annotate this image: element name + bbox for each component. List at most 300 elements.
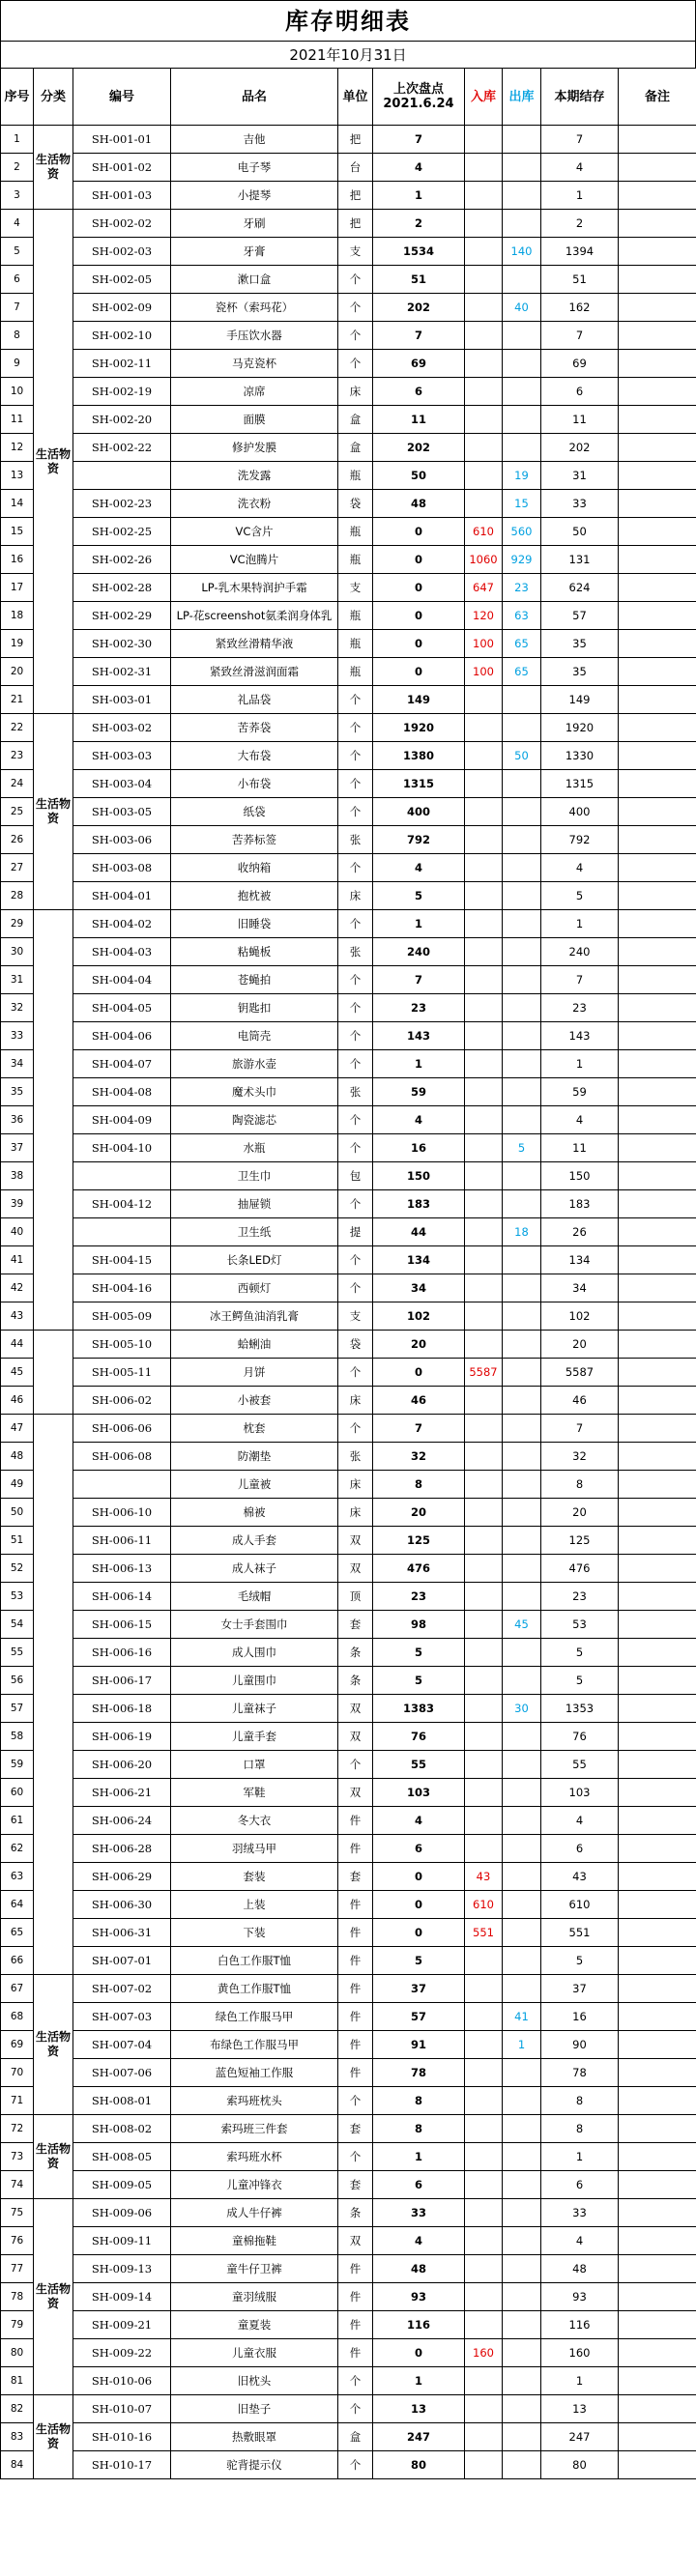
cell-name: 棉被 <box>171 1499 338 1527</box>
cell-in <box>465 1387 503 1415</box>
cell-begin: 4 <box>373 1106 465 1134</box>
table-row <box>1 2311 696 2339</box>
cell-code: SH-006-13 <box>73 1555 171 1583</box>
cell-seq: 72 <box>1 2115 34 2143</box>
cell-out <box>503 1863 541 1891</box>
cell-code: SH-006-10 <box>73 1499 171 1527</box>
cell-end: 1330 <box>541 742 619 770</box>
cell-note <box>619 1527 696 1555</box>
cell-end: 11 <box>541 406 619 434</box>
cell-seq: 6 <box>1 266 34 294</box>
cell-in <box>465 1331 503 1359</box>
cell-name: 卫生巾 <box>171 1162 338 1190</box>
cell-code: SH-005-09 <box>73 1302 171 1331</box>
cell-unit: 个 <box>338 266 373 294</box>
cell-in <box>465 1975 503 2003</box>
cell-unit: 台 <box>338 154 373 182</box>
cell-name: 羽绒马甲 <box>171 1835 338 1863</box>
cell-out: 19 <box>503 462 541 490</box>
cell-name: 布绿色工作服马甲 <box>171 2031 338 2059</box>
cell-name: 旅游水壶 <box>171 1050 338 1078</box>
cell-in: 100 <box>465 630 503 658</box>
cell-in <box>465 2143 503 2171</box>
cell-note <box>619 2143 696 2171</box>
cell-seq: 21 <box>1 686 34 714</box>
cell-out <box>503 2199 541 2227</box>
cell-unit: 件 <box>338 2003 373 2031</box>
table-row <box>1 1975 696 2003</box>
cell-end: 125 <box>541 1527 619 1555</box>
cell-name: 毛绒帽 <box>171 1583 338 1611</box>
cell-in <box>465 1555 503 1583</box>
cell-in <box>465 2451 503 2479</box>
cell-note <box>619 1611 696 1639</box>
cell-code: SH-008-01 <box>73 2087 171 2115</box>
table-row <box>1 1919 696 1947</box>
cell-name: 小被套 <box>171 1387 338 1415</box>
cell-end: 93 <box>541 2283 619 2311</box>
cell-seq: 2 <box>1 154 34 182</box>
cell-end: 551 <box>541 1919 619 1947</box>
cell-code: SH-007-04 <box>73 2031 171 2059</box>
cell-begin: 5 <box>373 882 465 910</box>
cell-out: 15 <box>503 490 541 518</box>
cell-begin: 0 <box>373 1919 465 1947</box>
cell-end: 1315 <box>541 770 619 798</box>
table-row <box>1 798 696 826</box>
cell-name: 军鞋 <box>171 1779 338 1807</box>
cell-in <box>465 1415 503 1443</box>
cell-begin: 149 <box>373 686 465 714</box>
cell-code: SH-002-03 <box>73 238 171 266</box>
cell-note <box>619 1639 696 1667</box>
cell-note <box>619 742 696 770</box>
table-row <box>1 2283 696 2311</box>
cell-out <box>503 126 541 154</box>
cell-name: 手压饮水器 <box>171 322 338 350</box>
cell-seq: 34 <box>1 1050 34 1078</box>
table-row <box>1 574 696 602</box>
cell-name: 驼背提示仪 <box>171 2451 338 2479</box>
cell-seq: 56 <box>1 1667 34 1695</box>
cell-out <box>503 1835 541 1863</box>
cell-unit: 套 <box>338 1611 373 1639</box>
cell-name: 女士手套围巾 <box>171 1611 338 1639</box>
cell-name: LP-乳木果特润护手霜 <box>171 574 338 602</box>
cell-seq: 60 <box>1 1779 34 1807</box>
cell-unit: 个 <box>338 2367 373 2395</box>
cell-unit: 床 <box>338 1471 373 1499</box>
cell-seq: 84 <box>1 2451 34 2479</box>
category-cell: 生活物资 <box>34 1975 73 2115</box>
cell-in: 610 <box>465 1891 503 1919</box>
cell-seq: 24 <box>1 770 34 798</box>
cell-name: 西顿灯 <box>171 1274 338 1302</box>
cell-note <box>619 882 696 910</box>
cell-code: SH-002-11 <box>73 350 171 378</box>
cell-end: 247 <box>541 2423 619 2451</box>
cell-code: SH-006-15 <box>73 1611 171 1639</box>
cell-end: 4 <box>541 854 619 882</box>
cell-unit: 个 <box>338 1415 373 1443</box>
cell-in <box>465 966 503 994</box>
cell-seq: 22 <box>1 714 34 742</box>
table-row <box>1 1639 696 1667</box>
table-row <box>1 1583 696 1611</box>
cell-code: SH-006-20 <box>73 1751 171 1779</box>
cell-code: SH-006-18 <box>73 1695 171 1723</box>
cell-name: 洗衣粉 <box>171 490 338 518</box>
cell-out <box>503 1667 541 1695</box>
cell-code: SH-006-06 <box>73 1415 171 1443</box>
cell-code: SH-002-22 <box>73 434 171 462</box>
cell-note <box>619 910 696 938</box>
cell-seq: 83 <box>1 2423 34 2451</box>
cell-seq: 51 <box>1 1527 34 1555</box>
cell-in <box>465 1190 503 1218</box>
table-row <box>1 882 696 910</box>
cell-begin: 5 <box>373 1639 465 1667</box>
cell-code: SH-008-02 <box>73 2115 171 2143</box>
cell-name: 水瓶 <box>171 1134 338 1162</box>
table-row <box>1 1611 696 1639</box>
cell-name: 儿童被 <box>171 1471 338 1499</box>
cell-note <box>619 1415 696 1443</box>
cell-out <box>503 1583 541 1611</box>
cell-begin: 0 <box>373 518 465 546</box>
cell-name: 紧致丝滑精华液 <box>171 630 338 658</box>
cell-seq: 58 <box>1 1723 34 1751</box>
cell-name: 童牛仔卫裤 <box>171 2255 338 2283</box>
cell-code: SH-004-10 <box>73 1134 171 1162</box>
cell-note <box>619 1359 696 1387</box>
cell-name: 黄色工作服T恤 <box>171 1975 338 2003</box>
cell-code: SH-009-22 <box>73 2339 171 2367</box>
cell-end: 5 <box>541 1667 619 1695</box>
cell-seq: 42 <box>1 1274 34 1302</box>
cell-in <box>465 2395 503 2423</box>
cell-code: SH-002-19 <box>73 378 171 406</box>
cell-note <box>619 1443 696 1471</box>
cell-begin: 0 <box>373 574 465 602</box>
cell-end: 7 <box>541 1415 619 1443</box>
cell-note <box>619 1050 696 1078</box>
cell-begin: 48 <box>373 490 465 518</box>
cell-name: 面膜 <box>171 406 338 434</box>
table-row <box>1 630 696 658</box>
cell-unit: 套 <box>338 2171 373 2199</box>
cell-note <box>619 854 696 882</box>
cell-name: 童夏装 <box>171 2311 338 2339</box>
table-row <box>1 1723 696 1751</box>
cell-code: SH-006-28 <box>73 1835 171 1863</box>
header-begin <box>373 69 465 126</box>
cell-unit: 双 <box>338 2227 373 2255</box>
cell-seq: 13 <box>1 462 34 490</box>
cell-name: 套装 <box>171 1863 338 1891</box>
cell-unit: 个 <box>338 2087 373 2115</box>
cell-out <box>503 1078 541 1106</box>
cell-seq: 1 <box>1 126 34 154</box>
cell-out <box>503 2311 541 2339</box>
cell-begin: 32 <box>373 1443 465 1471</box>
cell-end: 37 <box>541 1975 619 2003</box>
cell-name: 牙刷 <box>171 210 338 238</box>
cell-name: 漱口盒 <box>171 266 338 294</box>
cell-begin: 50 <box>373 462 465 490</box>
cell-note <box>619 938 696 966</box>
cell-note <box>619 630 696 658</box>
cell-unit: 床 <box>338 882 373 910</box>
table-row <box>1 854 696 882</box>
cell-code: SH-009-06 <box>73 2199 171 2227</box>
cell-unit: 双 <box>338 1527 373 1555</box>
cell-unit: 张 <box>338 938 373 966</box>
cell-note <box>619 434 696 462</box>
cell-unit: 支 <box>338 574 373 602</box>
cell-unit: 瓶 <box>338 518 373 546</box>
cell-seq: 61 <box>1 1807 34 1835</box>
cell-begin: 125 <box>373 1527 465 1555</box>
cell-unit: 个 <box>338 294 373 322</box>
table-row <box>1 1751 696 1779</box>
cell-code: SH-002-09 <box>73 294 171 322</box>
cell-seq: 49 <box>1 1471 34 1499</box>
cell-note <box>619 2423 696 2451</box>
cell-name: 钥匙扣 <box>171 994 338 1022</box>
cell-code: SH-004-15 <box>73 1246 171 1274</box>
header-row <box>1 69 696 126</box>
cell-name: 冰王鳄鱼油消乳膏 <box>171 1302 338 1331</box>
cell-end: 6 <box>541 1835 619 1863</box>
cell-seq: 35 <box>1 1078 34 1106</box>
cell-end: 16 <box>541 2003 619 2031</box>
cell-note <box>619 182 696 210</box>
cell-in <box>465 2087 503 2115</box>
cell-in <box>465 2283 503 2311</box>
cell-out <box>503 2283 541 2311</box>
cell-seq: 17 <box>1 574 34 602</box>
cell-in <box>465 238 503 266</box>
cell-name: 牙膏 <box>171 238 338 266</box>
cell-begin: 57 <box>373 2003 465 2031</box>
cell-end: 7 <box>541 126 619 154</box>
cell-end: 476 <box>541 1555 619 1583</box>
cell-unit: 件 <box>338 1807 373 1835</box>
cell-seq: 37 <box>1 1134 34 1162</box>
category-cell <box>34 910 73 1331</box>
cell-unit: 支 <box>338 1302 373 1331</box>
inventory-table <box>0 68 696 2479</box>
cell-seq: 55 <box>1 1639 34 1667</box>
cell-name: 苦荞标签 <box>171 826 338 854</box>
cell-name: 儿童冲锋衣 <box>171 2171 338 2199</box>
cell-code: SH-003-05 <box>73 798 171 826</box>
table-row <box>1 490 696 518</box>
cell-unit: 提 <box>338 1218 373 1246</box>
cell-out <box>503 1555 541 1583</box>
cell-in: 610 <box>465 518 503 546</box>
cell-seq: 73 <box>1 2143 34 2171</box>
cell-begin: 1383 <box>373 1695 465 1723</box>
cell-note <box>619 1387 696 1415</box>
cell-out <box>503 2451 541 2479</box>
cell-out <box>503 1190 541 1218</box>
cell-unit: 个 <box>338 714 373 742</box>
cell-code: SH-002-30 <box>73 630 171 658</box>
cell-note <box>619 1022 696 1050</box>
cell-note <box>619 2031 696 2059</box>
cell-out: 50 <box>503 742 541 770</box>
table-row <box>1 1387 696 1415</box>
cell-name: 童棉拖鞋 <box>171 2227 338 2255</box>
cell-seq: 18 <box>1 602 34 630</box>
cell-name: 旧垫子 <box>171 2395 338 2423</box>
cell-in: 120 <box>465 602 503 630</box>
cell-begin: 0 <box>373 546 465 574</box>
cell-begin: 8 <box>373 2087 465 2115</box>
cell-in <box>465 2423 503 2451</box>
cell-note <box>619 1302 696 1331</box>
cell-end: 5 <box>541 1639 619 1667</box>
cell-in <box>465 2031 503 2059</box>
cell-code: SH-010-07 <box>73 2395 171 2423</box>
cell-begin: 59 <box>373 1078 465 1106</box>
table-row <box>1 1891 696 1919</box>
cell-unit: 个 <box>338 2143 373 2171</box>
cell-name: 成人手套 <box>171 1527 338 1555</box>
cell-code: SH-003-06 <box>73 826 171 854</box>
cell-seq: 20 <box>1 658 34 686</box>
cell-note <box>619 1891 696 1919</box>
table-row <box>1 1190 696 1218</box>
cell-note <box>619 2059 696 2087</box>
cell-unit: 双 <box>338 1695 373 1723</box>
cell-begin: 7 <box>373 1415 465 1443</box>
table-row <box>1 1527 696 1555</box>
cell-seq: 65 <box>1 1919 34 1947</box>
cell-unit: 个 <box>338 994 373 1022</box>
cell-seq: 66 <box>1 1947 34 1975</box>
sheet-date: 2021年10月31日 <box>0 41 696 68</box>
cell-code: SH-004-09 <box>73 1106 171 1134</box>
cell-code: SH-006-16 <box>73 1639 171 1667</box>
cell-name: 下装 <box>171 1919 338 1947</box>
cell-end: 51 <box>541 266 619 294</box>
cell-in <box>465 1947 503 1975</box>
cell-note <box>619 1667 696 1695</box>
table-row <box>1 602 696 630</box>
cell-end: 792 <box>541 826 619 854</box>
cell-note <box>619 1106 696 1134</box>
cell-begin: 0 <box>373 602 465 630</box>
cell-unit: 瓶 <box>338 462 373 490</box>
cell-note <box>619 1162 696 1190</box>
table-row <box>1 686 696 714</box>
cell-note <box>619 294 696 322</box>
cell-unit: 床 <box>338 1499 373 1527</box>
cell-name: 抱枕被 <box>171 882 338 910</box>
cell-end: 23 <box>541 1583 619 1611</box>
table-row <box>1 1863 696 1891</box>
cell-end: 5 <box>541 882 619 910</box>
cell-begin: 134 <box>373 1246 465 1274</box>
cell-in <box>465 1443 503 1471</box>
cell-name: 索玛班枕头 <box>171 2087 338 2115</box>
cell-begin: 8 <box>373 1471 465 1499</box>
cell-code <box>73 1162 171 1190</box>
cell-out: 140 <box>503 238 541 266</box>
cell-seq: 67 <box>1 1975 34 2003</box>
cell-name: 凉席 <box>171 378 338 406</box>
cell-unit: 件 <box>338 2311 373 2339</box>
cell-name: 月饼 <box>171 1359 338 1387</box>
table-row <box>1 826 696 854</box>
cell-begin: 13 <box>373 2395 465 2423</box>
cell-in: 5587 <box>465 1359 503 1387</box>
cell-end: 20 <box>541 1331 619 1359</box>
cell-code: SH-006-30 <box>73 1891 171 1919</box>
cell-in <box>465 1078 503 1106</box>
cell-code: SH-008-05 <box>73 2143 171 2171</box>
cell-unit: 张 <box>338 1443 373 1471</box>
cell-seq: 53 <box>1 1583 34 1611</box>
cell-end: 11 <box>541 1134 619 1162</box>
cell-name: 成人袜子 <box>171 1555 338 1583</box>
cell-name: 蛤蜊油 <box>171 1331 338 1359</box>
cell-seq: 70 <box>1 2059 34 2087</box>
cell-in <box>465 2115 503 2143</box>
cell-name: 童羽绒服 <box>171 2283 338 2311</box>
cell-out <box>503 1415 541 1443</box>
category-cell: 生活物资 <box>34 2395 73 2479</box>
cell-begin: 11 <box>373 406 465 434</box>
cell-note <box>619 126 696 154</box>
cell-note <box>619 1190 696 1218</box>
cell-unit: 盒 <box>338 434 373 462</box>
cell-seq: 77 <box>1 2255 34 2283</box>
cell-end: 103 <box>541 1779 619 1807</box>
cell-out <box>503 966 541 994</box>
cell-begin: 8 <box>373 2115 465 2143</box>
cell-begin: 1380 <box>373 742 465 770</box>
cell-out <box>503 1387 541 1415</box>
cell-code: SH-001-01 <box>73 126 171 154</box>
cell-unit: 瓶 <box>338 630 373 658</box>
cell-out <box>503 1162 541 1190</box>
cell-out <box>503 2423 541 2451</box>
cell-name: 长条LED灯 <box>171 1246 338 1274</box>
cell-out: 40 <box>503 294 541 322</box>
cell-note <box>619 350 696 378</box>
table-row <box>1 210 696 238</box>
cell-begin: 20 <box>373 1331 465 1359</box>
cell-seq: 39 <box>1 1190 34 1218</box>
cell-end: 34 <box>541 1274 619 1302</box>
cell-unit: 件 <box>338 1947 373 1975</box>
table-row <box>1 1134 696 1162</box>
cell-begin: 16 <box>373 1134 465 1162</box>
cell-begin: 0 <box>373 1863 465 1891</box>
cell-code: SH-004-03 <box>73 938 171 966</box>
cell-code: SH-002-05 <box>73 266 171 294</box>
cell-out <box>503 1499 541 1527</box>
table-row <box>1 1695 696 1723</box>
cell-in <box>465 2311 503 2339</box>
cell-seq: 46 <box>1 1387 34 1415</box>
cell-note <box>619 2339 696 2367</box>
cell-begin: 0 <box>373 1359 465 1387</box>
